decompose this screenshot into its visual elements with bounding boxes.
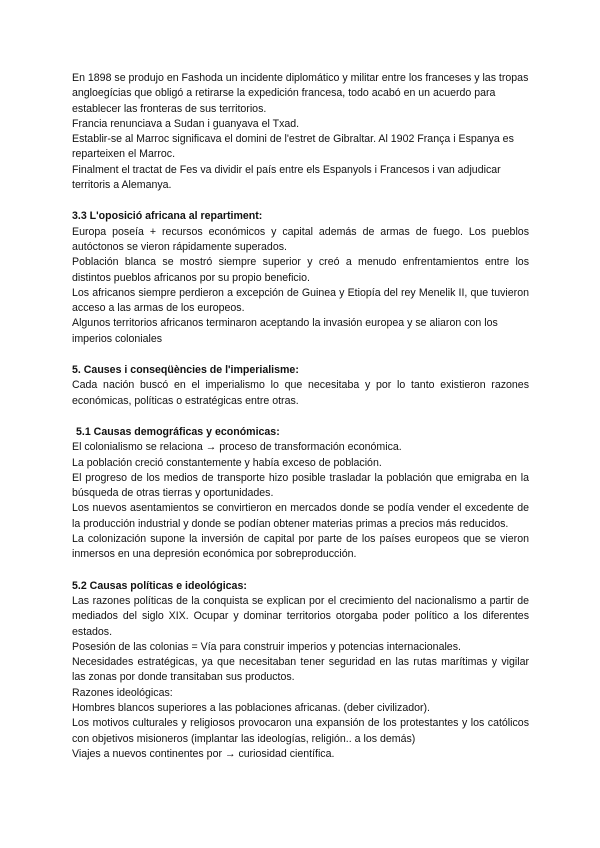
section-paragraph: Las razones políticas de la conquista se explican por el crecimiento del nacionalismo a partir de mediados del siglo XIX. Ocupar y dominar territorios otorgaba poder político a los diferentes estados.	[72, 594, 529, 638]
section-paragraph: El colonialismo se relaciona → proceso de transformación económica.	[72, 441, 402, 454]
intro-section	[72, 71, 529, 193]
intro-paragraph: Francia renunciava a Sudan i guanyava el Txad.	[72, 117, 300, 130]
spacer	[72, 193, 529, 209]
section-paragraph: El progreso de los medios de transporte hizo posible trasladar la población que emigraba en la búsqueda de otras tierras y oportunidades.	[72, 471, 529, 500]
section-paragraph: Necesidades estratégicas, ya que necesitaban tener seguridad en las rutas marítimas y vigilar las zonas por donde transitaban sus productos.	[72, 656, 529, 684]
section-paragraph: Posesión de las colonias = Vía para construir imperios y potencias internacionales.	[72, 640, 461, 653]
section-paragraph: Los motivos culturales y religiosos provocaron una expansión de los protestantes y los católicos con objetivos misioneros (implantar las ideologías, religión.. a los demás)	[72, 717, 529, 745]
section-heading: 5.2 Causas políticas e ideológicas:	[72, 579, 247, 592]
section-paragraph: Hombres blancos superiores a las poblaciones africanas. (deber civilizador).	[72, 701, 431, 714]
spacer	[72, 409, 529, 425]
section-5-2	[72, 579, 529, 763]
section-heading: 3.3 L'oposició africana al repartiment:	[72, 210, 263, 223]
section-paragraph: Europa poseía + recursos económicos y capital además de armas de fuego. Los pueblos autóctonos se vieron rápidamente superados.	[72, 225, 529, 253]
section-3-3	[72, 209, 529, 347]
section-5-1	[72, 425, 529, 563]
section-paragraph: Los africanos siempre perdieron a excepción de Guinea y Etiopía del rey Menelik II, que tuvieron acceso a las armas de los europeos.	[72, 286, 529, 315]
section-5	[72, 363, 529, 409]
spacer	[72, 347, 529, 363]
section-paragraph: Algunos territorios africanos terminaron aceptando la invasión europea y se aliaron con los imperios coloniales	[72, 317, 498, 345]
document-body	[72, 71, 529, 762]
section-heading: 5. Causes i conseqüències de l'imperialisme:	[72, 364, 299, 377]
section-paragraph: Razones ideológicas:	[72, 686, 173, 699]
intro-paragraph: Finalment el tractat de Fes va dividir el país entre els Espanyols i Francesos i van adjudicar territoris a Alemanya.	[72, 163, 501, 192]
intro-paragraph: En 1898 se produjo en Fashoda un incidente diplomático y militar entre los franceses y las tropas angloegícias que obligó a retirarse la expedición francesa, todo acabó en un acuerdo para establecer las fronteras de sus territorios.	[72, 72, 529, 115]
spacer	[72, 563, 529, 579]
section-heading: 5.1 Causas demográficas y económicas:	[76, 425, 280, 438]
section-paragraph: La colonización supone la inversión de capital por parte de los países europeos que se vieron inmersos en una depresión económica por sobreproducción.	[72, 533, 529, 561]
section-paragraph: Cada nación buscó en el imperialismo lo que necesitaba y por lo tanto existieron razones económicas, políticas o estratégicas entre otras.	[72, 379, 529, 407]
section-paragraph: La población creció constantemente y había exceso de población.	[72, 456, 382, 469]
intro-paragraph: Establir-se al Marroc significava el domini de l'estret de Gibraltar. Al 1902 França i Espanya es reparteixen el Marroc.	[72, 133, 514, 161]
section-paragraph: Los nuevos asentamientos se convirtieron en mercados donde se podía vender el excedente de la producción industrial y donde se podían obtener materias primas a precios más reducidos.	[72, 502, 529, 530]
section-paragraph: Viajes a nuevos continentes por → curiosidad científica.	[72, 747, 335, 760]
section-paragraph: Población blanca se mostró siempre superior y creó a menudo enfrentamientos entre los distintos pueblos africanos por su propio beneficio.	[72, 256, 529, 284]
